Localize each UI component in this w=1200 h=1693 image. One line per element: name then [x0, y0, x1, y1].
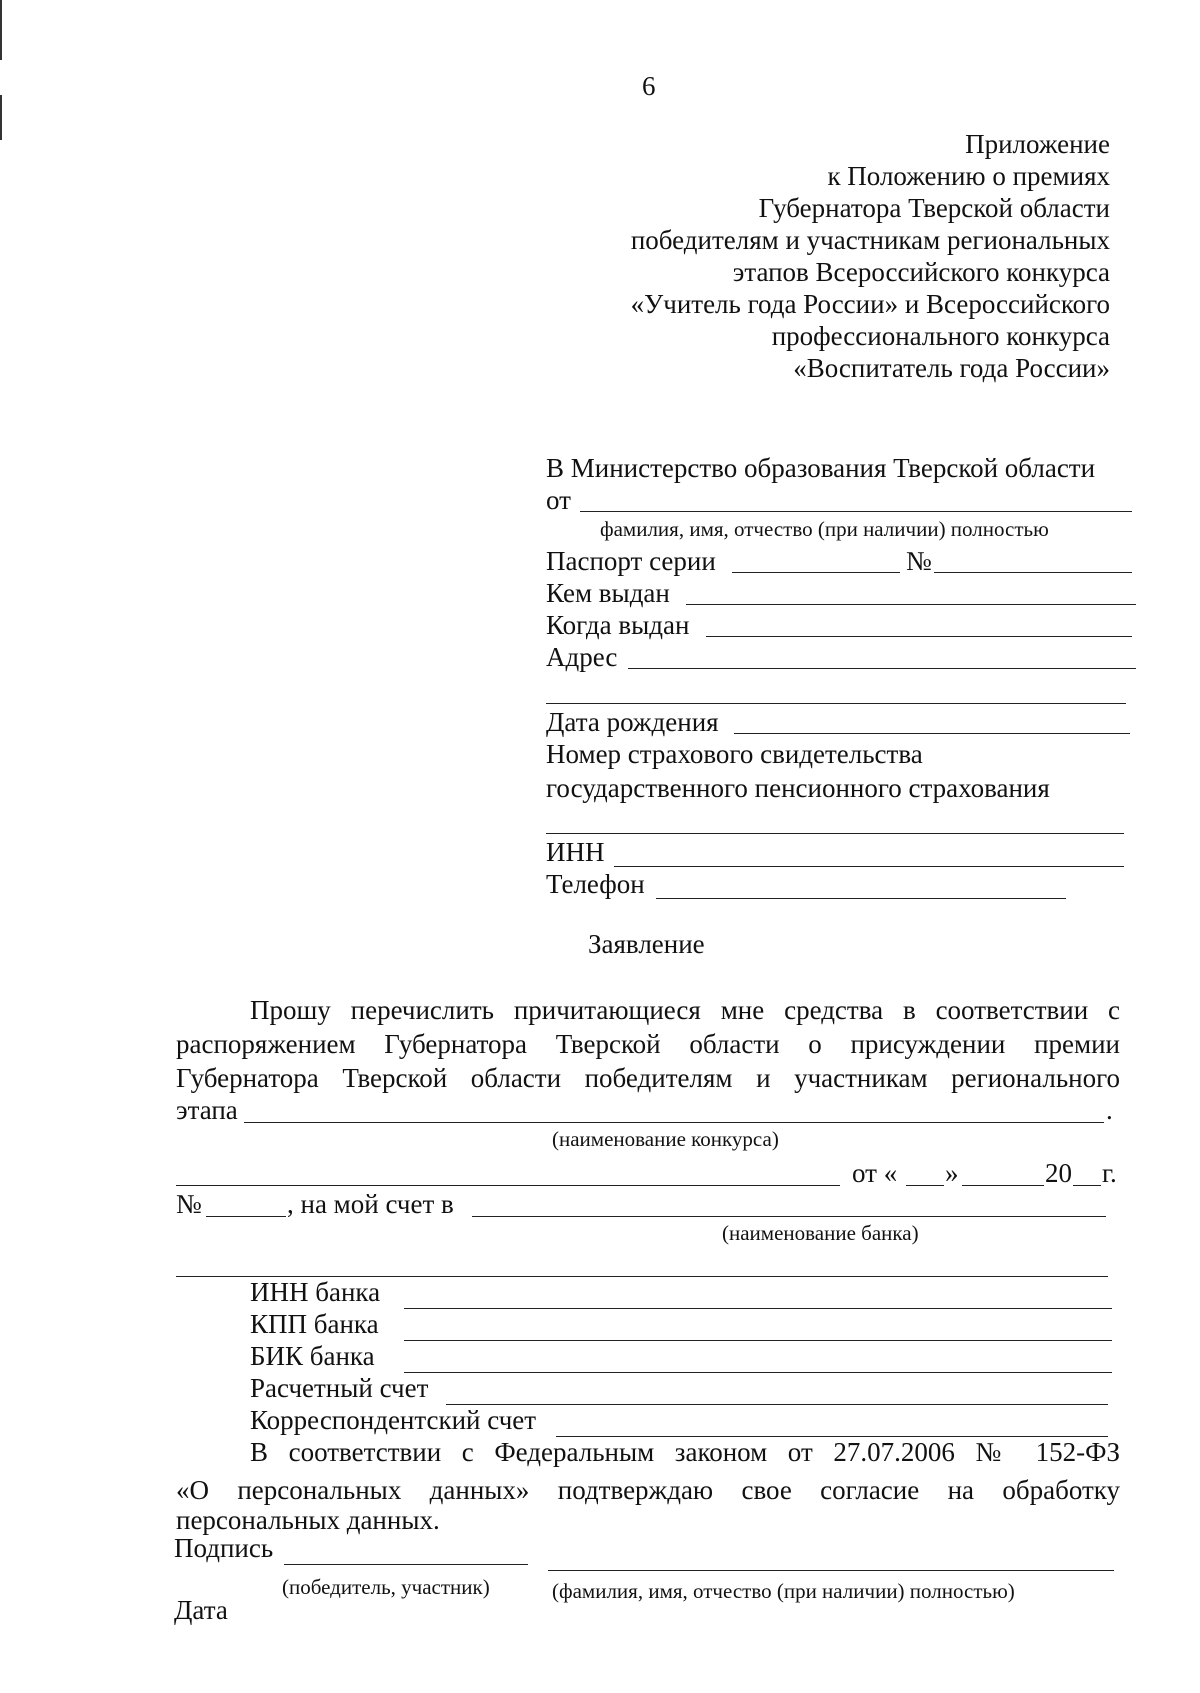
- date-from-label: от «: [852, 1158, 898, 1188]
- phone-field[interactable]: [656, 898, 1066, 899]
- bank-inn-field[interactable]: [404, 1308, 1112, 1309]
- account-label: , на мой счет в: [287, 1189, 454, 1219]
- appendix-line: победителям и участникам региональных: [630, 225, 1110, 255]
- birth-date-field[interactable]: [734, 733, 1130, 734]
- corr-account-label: Корреспондентский счет: [250, 1405, 537, 1435]
- signature-label: Подпись: [174, 1533, 274, 1563]
- issued-by-field[interactable]: [686, 604, 1136, 605]
- bank-bik-field[interactable]: [404, 1372, 1112, 1373]
- order-year-field[interactable]: [1073, 1185, 1101, 1186]
- appendix-line: Губернатора Тверской области: [758, 193, 1110, 223]
- address-label: Адрес: [546, 642, 618, 672]
- statement-line: Губернатора Тверской области победителям и участникам регионального: [176, 1063, 1120, 1093]
- address-field-line2[interactable]: [546, 703, 1126, 704]
- date-label: Дата: [174, 1595, 228, 1625]
- scan-edge-mark: [0, 95, 2, 140]
- insurance-label-line1: Номер страхового свидетельства: [546, 739, 923, 769]
- order-day-field[interactable]: [906, 1185, 944, 1186]
- addressee-to: В Министерство образования Тверской области: [546, 453, 1096, 483]
- consent-line: В соответствии с Федеральным законом от 27.07.2006 № 152-ФЗ: [250, 1437, 1120, 1467]
- from-field[interactable]: [580, 511, 1132, 512]
- statement-title: Заявление: [588, 929, 705, 959]
- signature-field[interactable]: [284, 1564, 528, 1565]
- settlement-account-label: Расчетный счет: [250, 1373, 429, 1403]
- scan-edge-mark: [0, 0, 2, 60]
- from-label: от: [546, 485, 571, 515]
- passport-series-label: Паспорт серии: [546, 546, 716, 576]
- order-month-field[interactable]: [962, 1185, 1044, 1186]
- page-number: 6: [642, 71, 656, 101]
- passport-series-field[interactable]: [732, 572, 900, 573]
- signature-caption-name: (фамилия, имя, отчество (при наличии) полностью): [552, 1579, 1015, 1603]
- signature-caption-role: (победитель, участник): [282, 1575, 490, 1599]
- consent-line: «О персональных данных» подтверждаю свое согласие на обработку: [176, 1475, 1120, 1505]
- year-suffix: г.: [1102, 1158, 1117, 1188]
- passport-number-field[interactable]: [934, 572, 1132, 573]
- bank-name-field[interactable]: [472, 1216, 1106, 1217]
- bank-kpp-field[interactable]: [404, 1340, 1112, 1341]
- birth-date-label: Дата рождения: [546, 707, 719, 737]
- appendix-line: «Учитель года России» и Всероссийского: [630, 289, 1110, 319]
- contest-caption: (наименование конкурса): [552, 1127, 779, 1151]
- inn-field[interactable]: [614, 866, 1124, 867]
- bank-bik-label: БИК банка: [250, 1341, 375, 1371]
- appendix-line: этапов Всероссийского конкурса: [732, 257, 1110, 287]
- appendix-line: профессионального конкурса: [771, 321, 1110, 351]
- phone-label: Телефон: [546, 869, 645, 899]
- consent-line: персональных данных.: [176, 1505, 440, 1535]
- passport-number-label: №: [906, 546, 932, 576]
- insurance-label-line2: государственного пенсионного страхования: [546, 773, 1050, 803]
- issued-by-label: Кем выдан: [546, 578, 670, 608]
- address-field[interactable]: [628, 668, 1136, 669]
- appendix-line: к Положению о премиях: [827, 161, 1110, 191]
- bank-inn-label: ИНН банка: [250, 1277, 381, 1307]
- insurance-number-field[interactable]: [546, 833, 1124, 834]
- stage-end: .: [1106, 1095, 1113, 1125]
- appendix-line: «Воспитатель года России»: [793, 353, 1110, 383]
- from-caption: фамилия, имя, отчество (при наличии) полностью: [600, 517, 1049, 541]
- year-prefix: 20: [1045, 1158, 1072, 1188]
- issued-when-field[interactable]: [706, 636, 1132, 637]
- appendix-block: [631, 128, 1110, 384]
- issued-when-label: Когда выдан: [546, 610, 690, 640]
- settlement-account-field[interactable]: [446, 1404, 1108, 1405]
- bank-kpp-label: КПП банка: [250, 1309, 379, 1339]
- stage-label: этапа: [176, 1095, 238, 1125]
- inn-label: ИНН: [546, 837, 605, 867]
- appendix-line: Приложение: [965, 129, 1110, 159]
- order-number-field[interactable]: [206, 1216, 286, 1217]
- order-field[interactable]: [176, 1185, 840, 1186]
- contest-name-field[interactable]: [244, 1122, 1104, 1123]
- bank-caption: (наименование банка): [722, 1221, 919, 1245]
- date-close-quote: »: [945, 1158, 959, 1188]
- statement-line: Прошу перечислить причитающиеся мне средства в соответствии с: [250, 995, 1120, 1025]
- signature-fullname-field[interactable]: [548, 1570, 1114, 1571]
- statement-line: распоряжением Губернатора Тверской области о присуждении премии: [176, 1029, 1120, 1059]
- order-number-label: №: [176, 1189, 202, 1219]
